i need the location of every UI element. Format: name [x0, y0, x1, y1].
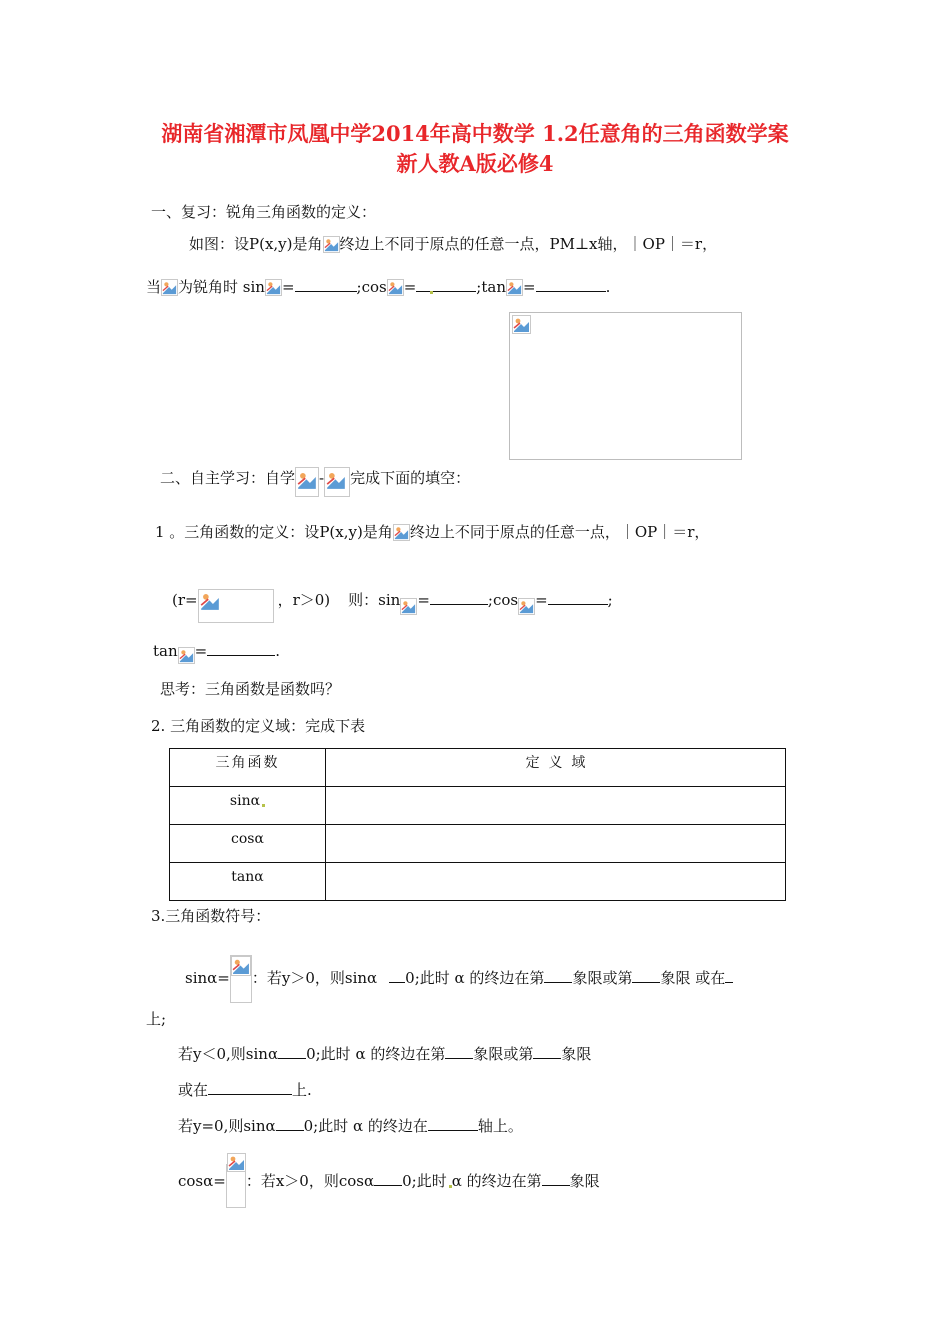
answer-blank[interactable] — [445, 1044, 473, 1059]
answer-blank[interactable] — [208, 1080, 292, 1095]
sin-negative-a: 若y＜0,则sinα — [178, 1045, 279, 1063]
broken-image-icon — [323, 236, 340, 253]
equals-sign: = — [403, 278, 417, 296]
broken-image-icon — [297, 470, 317, 490]
answer-blank[interactable] — [632, 968, 660, 983]
sin-positive-a: ：若y＞0，则sinα — [251, 969, 378, 987]
or-on-line — [178, 1080, 312, 1100]
cos-positive-b: 0;此时 — [402, 1172, 447, 1190]
sin-positive-line — [185, 955, 733, 1003]
broken-image-icon — [400, 598, 417, 615]
table-header-cell: 定 义 域 — [326, 749, 786, 787]
definition-ratios-line — [172, 589, 613, 623]
answer-blank[interactable] — [725, 968, 733, 983]
quadrant-or-on: 象限 或在 — [660, 969, 726, 987]
cos-positive-line — [178, 1164, 600, 1208]
answer-cell[interactable] — [326, 863, 786, 901]
answer-blank[interactable] — [276, 1116, 304, 1131]
review-intro-a: 如图：设P(x,y)是角 — [189, 235, 323, 253]
sin-negative-b: 0;此时 α 的终边在第 — [306, 1045, 446, 1063]
page-reference-image — [295, 467, 319, 497]
formula-image-frame — [226, 1164, 246, 1208]
definition-line — [155, 522, 709, 542]
page-reference-image — [324, 467, 350, 497]
answer-blank[interactable] — [295, 277, 357, 292]
broken-image-icon — [506, 279, 523, 296]
period: . — [275, 642, 280, 660]
document-title-line-1: 湖南省湘潭市凤凰中学2014年高中数学 1.2任意角的三角函数学案 — [161, 121, 789, 146]
document-title-line-2: 新人教A版必修4 — [396, 151, 554, 176]
broken-image-icon — [178, 647, 195, 664]
semicolon: ; — [607, 591, 613, 609]
review-when-text: 当 — [146, 278, 162, 296]
answer-blank[interactable] — [536, 277, 606, 292]
sin-zero-line — [178, 1116, 523, 1136]
dash: - — [319, 469, 325, 487]
self-study-tail: 完成下面的填空： — [350, 469, 471, 487]
self-study-heading-text: 二、自主学习：自学 — [160, 469, 296, 487]
equals-sign: = — [535, 591, 548, 609]
period: . — [605, 278, 611, 296]
on-end-text: 上. — [292, 1081, 312, 1099]
definition-line-b: 终边上不同于原点的任意一点，｜OP｜＝r， — [409, 523, 710, 541]
table-row — [170, 825, 786, 863]
formula-image-frame — [230, 955, 252, 1003]
equals-sign: = — [281, 278, 295, 296]
r-open: (r= — [172, 591, 198, 609]
signs-heading: 3.三角函数符号： — [151, 907, 271, 925]
broken-image-icon — [265, 279, 282, 296]
broken-image-icon — [227, 1153, 246, 1172]
review-acute-text: 为锐角时 sin — [178, 278, 265, 296]
cos-positive-a: ：若x＞0，则cosα — [245, 1172, 375, 1190]
broken-image-icon — [387, 279, 404, 296]
table-row — [170, 787, 786, 825]
answer-blank[interactable] — [278, 1044, 306, 1059]
table-header-row — [170, 749, 786, 787]
tan-text: tan — [153, 642, 178, 660]
broken-image-icon — [518, 598, 535, 615]
table-header-cell: 三角函数 — [170, 749, 326, 787]
cos-text: ;cos — [487, 591, 519, 609]
table-cell: cosα — [170, 825, 326, 863]
sin-zero-a: 若y=0,则sinα — [178, 1117, 276, 1135]
answer-cell[interactable] — [326, 825, 786, 863]
quadrant-end: 象限 — [561, 1045, 592, 1063]
review-cos-text: ;cos — [356, 278, 387, 296]
table-cell: sinα — [170, 787, 326, 825]
quadrant-or: 象限或第 — [473, 1045, 534, 1063]
review-heading: 一、复习：锐角三角函数的定义： — [151, 203, 377, 221]
answer-blank[interactable] — [416, 277, 476, 292]
review-intro-line — [189, 234, 717, 254]
then-sin: 则：sin — [348, 591, 401, 609]
answer-blank[interactable] — [544, 968, 572, 983]
r-close: ，r＞0) — [277, 591, 331, 609]
answer-cell[interactable] — [326, 787, 786, 825]
axis-on: 轴上。 — [477, 1117, 523, 1135]
on-text: 上; — [146, 1010, 167, 1028]
table-row — [170, 863, 786, 901]
quadrant-or: 象限或第 — [572, 969, 633, 987]
sin-label: sinα= — [185, 969, 230, 987]
review-tan-text: ;tan — [476, 278, 506, 296]
review-acute-line — [146, 277, 610, 297]
answer-blank[interactable] — [389, 968, 405, 983]
answer-blank[interactable] — [207, 641, 275, 656]
self-study-heading — [160, 467, 470, 497]
formula-image-frame — [198, 589, 274, 623]
broken-image-icon — [200, 591, 220, 611]
think-question: 思考：三角函数是函数吗？ — [160, 680, 341, 698]
review-intro-b: 终边上不同于原点的任意一点，PM⊥x轴，｜OP｜＝r， — [339, 235, 718, 253]
answer-blank[interactable] — [542, 1171, 570, 1186]
cos-quadrant: 象限 — [569, 1172, 600, 1190]
definition-tan-line — [153, 641, 280, 664]
equals-sign: = — [417, 591, 430, 609]
equals-sign: = — [522, 278, 536, 296]
answer-blank[interactable] — [548, 590, 608, 605]
answer-blank[interactable] — [430, 590, 488, 605]
broken-image-icon — [393, 524, 410, 541]
table-cell: tanα — [170, 863, 326, 901]
equals-sign: = — [194, 642, 208, 660]
or-on-text: 或在 — [178, 1081, 209, 1099]
cos-label: cosα= — [178, 1172, 226, 1190]
domain-table — [169, 748, 786, 901]
broken-image-icon — [326, 470, 346, 490]
definition-line-a: 1 。三角函数的定义：设P(x,y)是角 — [155, 523, 393, 541]
cos-positive-c: α 的终边在第 — [451, 1172, 542, 1190]
broken-image-icon — [161, 279, 178, 296]
answer-blank[interactable] — [533, 1044, 561, 1059]
answer-blank[interactable] — [428, 1116, 478, 1131]
figure-placeholder — [509, 312, 742, 460]
sin-negative-line — [178, 1044, 591, 1064]
sin-zero-b: 0;此时 α 的终边在 — [303, 1117, 428, 1135]
domain-heading: 2. 三角函数的定义域：完成下表 — [151, 717, 366, 735]
answer-blank[interactable] — [374, 1171, 402, 1186]
sin-positive-b: 0;此时 α 的终边在第 — [405, 969, 545, 987]
broken-image-icon — [512, 315, 531, 334]
broken-image-icon — [231, 956, 251, 976]
